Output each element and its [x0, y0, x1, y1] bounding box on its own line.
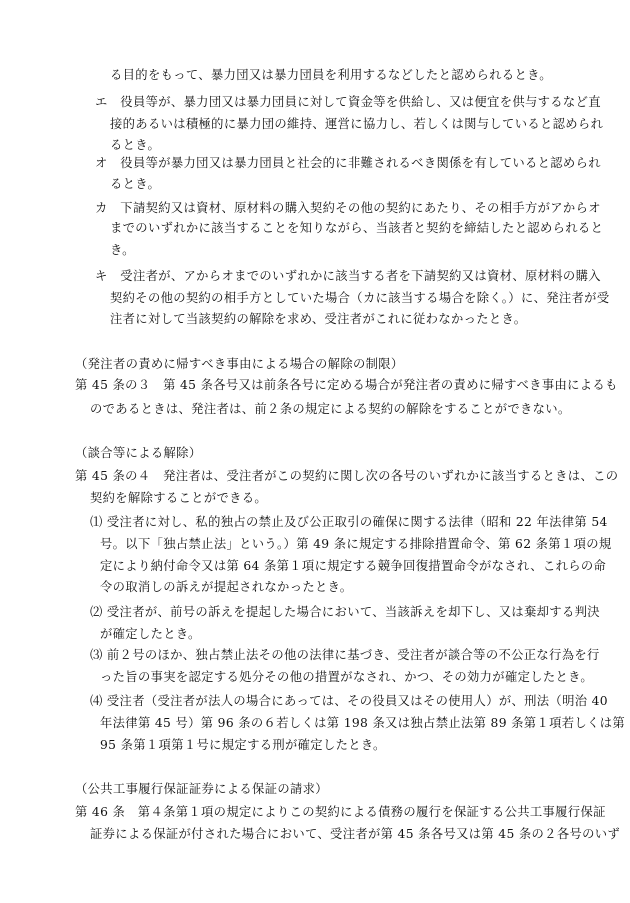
item-1-line-3: 定により納付命令又は第 64 条第１項に規定する競争回復措置命令がなされ、これらの命 [100, 559, 607, 573]
item-4-line-3: 95 条第１項第１号に規定する刑が確定したとき。 [100, 738, 386, 752]
heading-46: （公共工事履行保証証券による保証の請求） [75, 782, 328, 796]
clause-c-continuation: る目的をもって、暴力団又は暴力団員を利用するなどしたと認められるとき。 [110, 68, 552, 82]
clause-o-line-2: るとき。 [110, 177, 161, 191]
clause-ka-line-2: までのいずれかに該当することを知りながら、当該者と契約を締結したと認められると [110, 221, 604, 235]
clause-ki-line-3: 注者に対して当該契約の解除を求め、受注者がこれに従わなかったとき。 [110, 312, 527, 326]
article-45-3-line-2: のであるときは、発注者は、前２条の規定による契約の解除をすることができない。 [90, 402, 571, 416]
clause-e-line-3: るとき。 [110, 138, 161, 152]
article-45-3-line-1: 第 45 条の３ 第 45 条各号又は前条各号に定める場合が発注者の責めに帰すべき事由によるも [75, 378, 618, 392]
item-2-line-2: が確定したとき。 [100, 627, 201, 641]
heading-45-3: （発注者の責めに帰すべき事由による場合の解除の制限） [75, 357, 404, 371]
clause-ka-line-3: き。 [110, 243, 135, 257]
item-1-line-2: 号。以下「独占禁止法」という。）第 49 条に規定する排除措置命令、第 62 条第１項の規 [100, 537, 612, 551]
clause-e-line-1: エ 役員等が、暴力団又は暴力団員に対して資金等を供給し、又は便宜を供与するなど直 [95, 95, 601, 109]
item-2-line-1: ⑵ 受注者が、前号の訴えを提起した場合において、当該訴えを却下し、又は棄却する判決 [90, 605, 600, 619]
clause-ka-line-1: カ 下請契約又は資材、原材料の購入契約その他の契約にあたり、その相手方がアからオ [95, 201, 601, 215]
clause-e-line-2: 接的あるいは積極的に暴力団の維持、運営に協力し、若しくは関与していると認められ [110, 117, 604, 131]
heading-45-4: （談合等による解除） [75, 446, 202, 460]
item-4-line-1: ⑷ 受注者（受注者が法人の場合にあっては、その役員又はその使用人）が、刑法（明治 40 [90, 694, 608, 708]
clause-ki-line-2: 契約その他の契約の相手方としていた場合（カに該当する場合を除く。）に、発注者が受 [110, 291, 610, 305]
item-4-line-2: 年法律第 45 号）第 96 条の６若しくは第 198 条又は独占禁止法第 89 条第１項若しくは第 [100, 716, 625, 730]
item-3-line-2: った旨の事実を認定する処分その他の措置がなされ、かつ、その効力が確定したとき。 [100, 670, 593, 684]
article-45-4-line-1: 第 45 条の４ 発注者は、受注者がこの契約に関し次の各号のいずれかに該当するときは、この [75, 469, 619, 483]
article-46-line-2: 証券による保証が付された場合において、受注者が第 45 条各号又は第 45 条の２各号のいず [90, 827, 621, 841]
article-45-4-line-2: 契約を解除することができる。 [90, 491, 268, 505]
item-3-line-1: ⑶ 前２号のほか、独占禁止法その他の法律に基づき、受注者が談合等の不公正な行為を行 [90, 648, 600, 662]
clause-o-line-1: オ 役員等が暴力団又は暴力団員と社会的に非難されるべき関係を有していると認められ [95, 156, 601, 170]
item-1-line-4: 令の取消しの訴えが提起されなかったとき。 [100, 580, 353, 594]
clause-ki-line-1: キ 受注者が、アからオまでのいずれかに該当する者を下請契約又は資材、原材料の購入 [95, 269, 601, 283]
article-46-line-1: 第 46 条 第４条第１項の規定によりこの契約による債務の履行を保証する公共工事履行保証 [75, 805, 606, 819]
item-1-line-1: ⑴ 受注者に対し、私的独占の禁止及び公正取引の確保に関する法律（昭和 22 年法律第 54 [90, 515, 608, 529]
